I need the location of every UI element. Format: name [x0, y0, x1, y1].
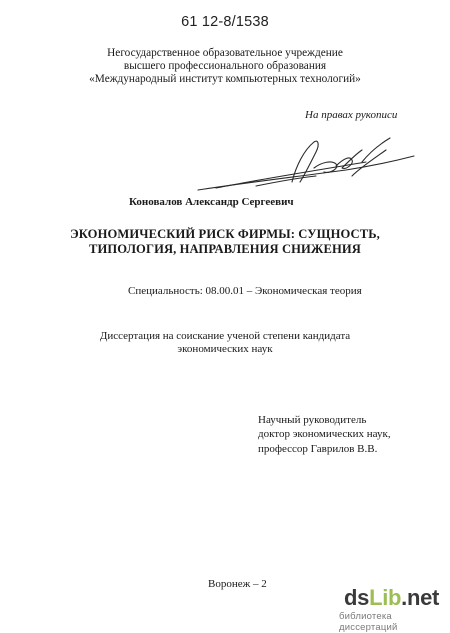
degree-line: экономических наук: [177, 343, 273, 355]
archive-stamp: 61 12-8/1538: [181, 14, 269, 30]
specialty-line: Специальность: 08.00.01 – Экономическая теория: [128, 285, 362, 297]
degree-statement: [0, 330, 450, 356]
advisor-line: доктор экономических наук,: [258, 428, 391, 441]
dslib-logo[interactable]: [344, 585, 439, 611]
logo-part: Lib: [369, 585, 402, 610]
manuscript-rights-note: На правах рукописи: [305, 109, 398, 121]
institution-line: Негосударственное образовательное учреждение: [107, 47, 343, 59]
advisor-line: профессор Гаврилов В.В.: [258, 442, 378, 455]
institution-line: высшего профессионального образования: [123, 60, 327, 73]
library-tagline: библиотека диссертаций: [339, 611, 398, 633]
scientific-advisor: [258, 413, 391, 456]
city-year: Воронеж – 2: [208, 578, 267, 590]
title-line: ТИПОЛОГИЯ, НАПРАВЛЕНИЯ СНИЖЕНИЯ: [89, 241, 361, 256]
dissertation-title: [0, 227, 450, 256]
author-name: Коновалов Александр Сергеевич: [129, 196, 294, 208]
handwritten-signature: [196, 132, 418, 196]
logo-part: .net: [401, 585, 440, 610]
advisor-line: Научный руководитель: [258, 414, 367, 426]
institution-block: [0, 47, 450, 87]
logo-part: ds: [344, 585, 370, 610]
degree-line: Диссертация на соискание ученой степени кандидата: [99, 330, 351, 342]
title-line: ЭКОНОМИЧЕСКИЙ РИСК ФИРМЫ: СУЩНОСТЬ,: [70, 227, 380, 241]
institution-line: «Международный институт компьютерных технологий»: [89, 73, 361, 86]
